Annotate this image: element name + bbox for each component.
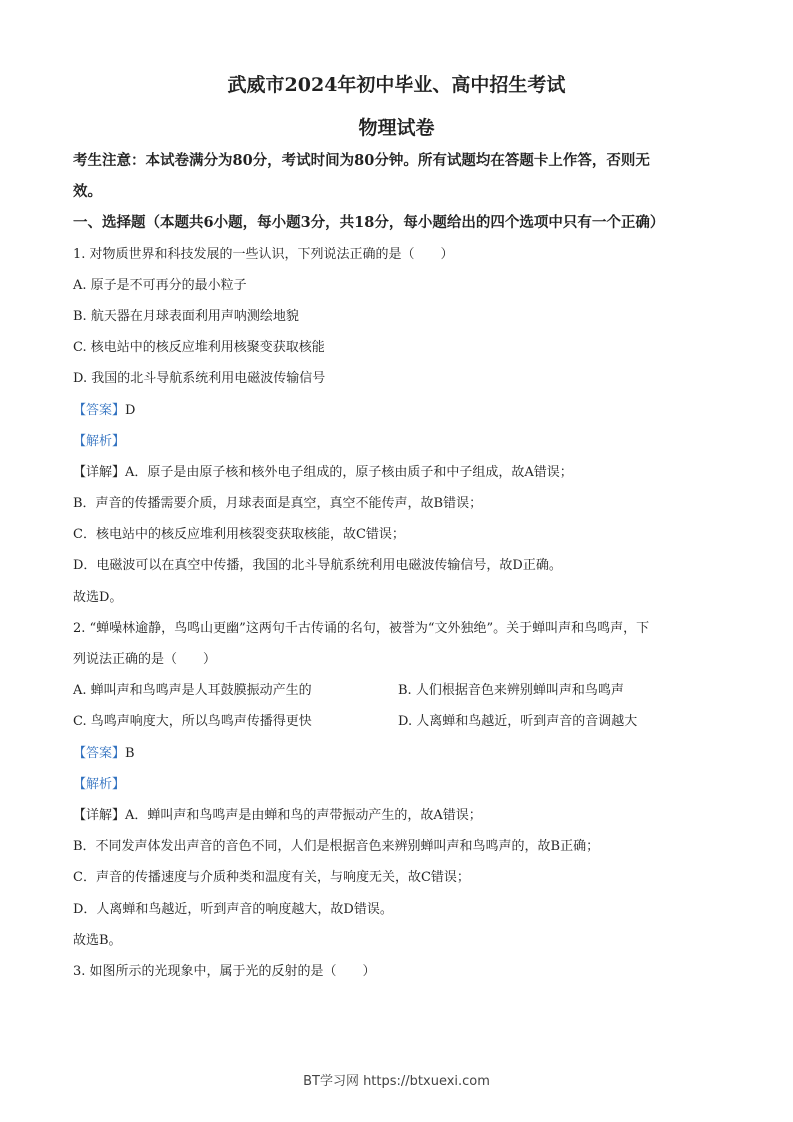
- question-stem: 1. 对物质世界和科技发展的一些认识，下列说法正确的是（ ）: [73, 246, 454, 262]
- options-row: [73, 675, 733, 706]
- question-stem: 列说法正确的是（ ）: [73, 652, 217, 667]
- question-2: [73, 613, 733, 956]
- exam-subtitle: 物理试卷: [358, 117, 435, 139]
- question-1: [73, 239, 733, 613]
- options-row: [73, 706, 733, 737]
- option-a: A. 原子是不可再分的最小粒子: [73, 277, 247, 293]
- detail-line: [73, 457, 733, 488]
- detail-label: 【详解】: [73, 464, 126, 480]
- detail-line: D．人离蝉和鸟越近，听到声音的响度越大，故D错误。: [73, 901, 393, 917]
- exam-content: [73, 145, 733, 987]
- option-c: C. 核电站中的核反应堆利用核聚变获取核能: [73, 340, 325, 356]
- detail-line: [73, 800, 733, 831]
- footer-watermark: BT学习网 https://btxuexi.com: [303, 1074, 490, 1089]
- detail-line: B．声音的传播需要介质，月球表面是真空，真空不能传声，故B错误；: [73, 496, 483, 512]
- detail-line: C．声音的传播速度与介质种类和温度有关，与响度无关，故C错误；: [73, 870, 470, 886]
- detail-text: A．原子是由原子核和核外电子组成的，原子核由质子和中子组成，故A错误；: [125, 464, 573, 480]
- answer-value: D: [125, 402, 136, 418]
- option-a: A. 蝉叫声和鸟鸣声是人耳鼓膜振动产生的: [73, 683, 312, 699]
- question-stem: 2. “蝉噪林逾静，鸟鸣山更幽”这两句千古传诵的名句，被誉为“文外独绝”。关于蝉叫声和鸟鸣声，下: [73, 620, 650, 636]
- answer-label: 【答案】: [73, 402, 126, 418]
- option-c: C. 鸟鸣声响度大，所以鸟鸣声传播得更快: [73, 714, 312, 730]
- section-heading: 一、选择题（本题共6小题，每小题3分，共18分，每小题给出的四个选项中只有一个正确）: [73, 214, 665, 232]
- option-d: D. 人离蝉和鸟越近，听到声音的音调越大: [398, 714, 638, 730]
- analysis-label: 【解析】: [73, 433, 126, 449]
- option-d: D. 我国的北斗导航系统利用电磁波传输信号: [73, 371, 326, 387]
- notice-line: 考生注意：本试卷满分为80分，考试时间为80分钟。所有试题均在答题卡上作答，否则无: [73, 152, 650, 169]
- analysis-label: 【解析】: [73, 776, 126, 792]
- question-3: [73, 956, 733, 987]
- option-b: B. 航天器在月球表面利用声呐测绘地貌: [73, 308, 299, 324]
- question-stem: 3. 如图所示的光现象中，属于光的反射的是（ ）: [73, 963, 376, 979]
- conclusion: 故选D。: [73, 589, 123, 605]
- notice-line: 效。: [73, 183, 102, 201]
- detail-line: D．电磁波可以在真空中传播，我国的北斗导航系统利用电磁波传输信号，故D正确。: [73, 558, 562, 574]
- exam-title: 武威市2024年初中毕业、高中招生考试: [227, 74, 566, 96]
- detail-text: A．蝉叫声和鸟鸣声是由蝉和鸟的声带振动产生的，故A错误；: [125, 807, 482, 823]
- detail-label: 【详解】: [73, 807, 126, 823]
- conclusion: 故选B。: [73, 932, 122, 948]
- answer-label: 【答案】: [73, 745, 126, 761]
- answer-value: B: [125, 745, 135, 761]
- detail-line: B．不同发声体发出声音的音色不同，人们是根据音色来辨别蝉叫声和鸟鸣声的，故B正确；: [73, 839, 600, 855]
- answer-line: [73, 395, 733, 426]
- answer-line: [73, 738, 733, 769]
- option-b: B. 人们根据音色来辨别蝉叫声和鸟鸣声: [398, 683, 624, 699]
- detail-line: C．核电站中的核反应堆利用核裂变获取核能，故C错误；: [73, 527, 405, 543]
